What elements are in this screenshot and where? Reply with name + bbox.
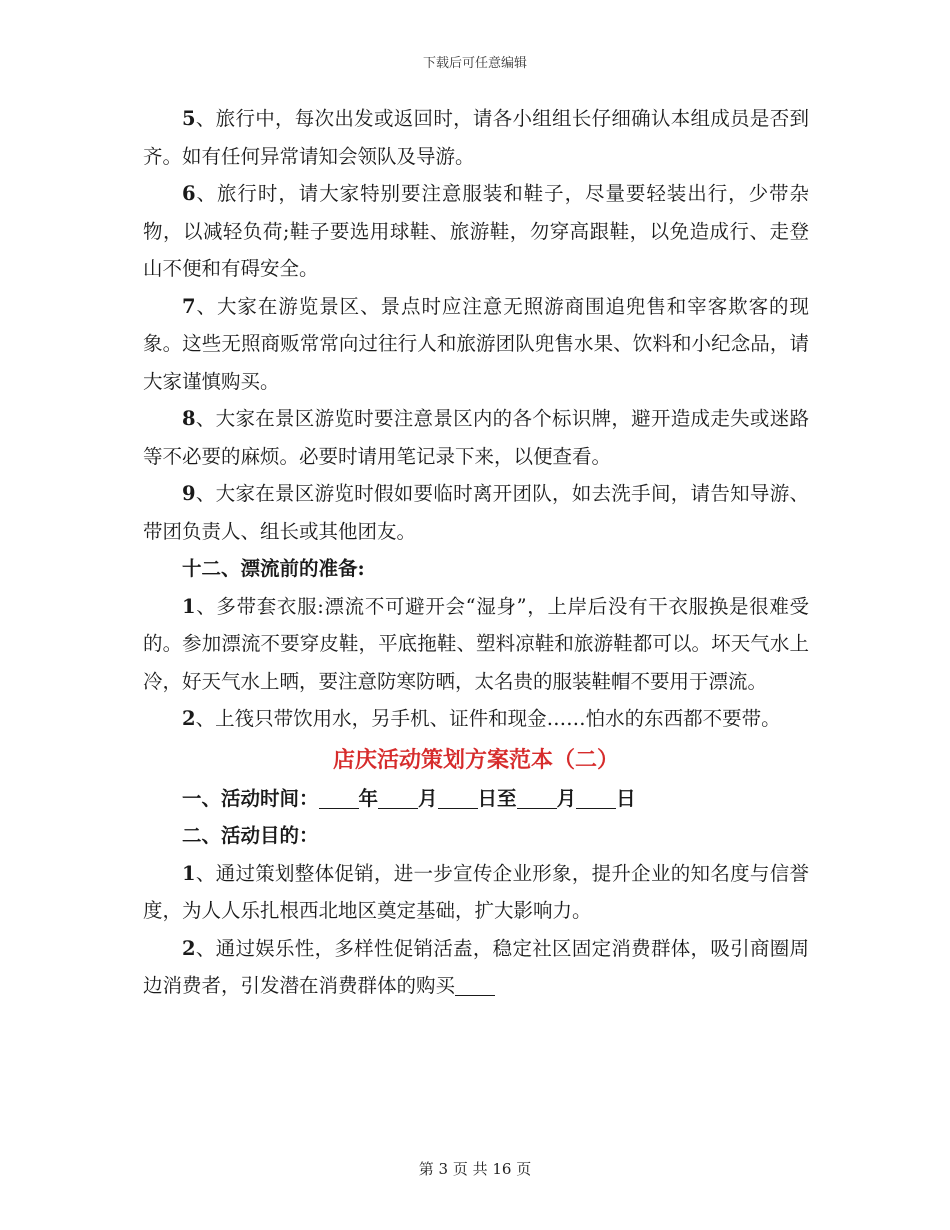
activity-time-label: 一、活动时间：: [182, 786, 319, 810]
list-item: [143, 855, 809, 930]
list-item: [143, 100, 809, 175]
item-text: 、通过策划整体促销，进一步宣传企业形象，提升企业的知名度与信誉度，为人人乐扎根西北地区奠定基础，扩大影响力。: [143, 861, 809, 922]
item-text: 、大家在景区游览时要注意景区内的各个标识牌，避开造成走失或迷路等不必要的麻烦。必要时请用笔记录下来，以便查看。: [143, 407, 809, 468]
day-end-label: 日: [616, 786, 636, 810]
list-item: [143, 700, 809, 738]
blank-month-end: [517, 786, 557, 809]
document-title: 店庆活动策划方案范本（二）: [332, 746, 619, 773]
list-item: [143, 288, 809, 401]
item-number: 8: [182, 407, 196, 430]
list-item: [143, 475, 809, 550]
page-header: 下载后可任意编辑: [422, 56, 527, 71]
item-text: 、大家在游览景区、景点时应注意无照游商围追兜售和宰客欺客的现象。这些无照商贩常常向过往行人和旅游团队兜售水果、饮料和小纪念品，请大家谨慎购买。: [143, 294, 809, 393]
document-body: [143, 100, 809, 1005]
list-item: [143, 175, 809, 288]
blank-year: [319, 786, 359, 809]
item-number: 5: [182, 107, 196, 130]
item-text: 、旅行时，请大家特别要注意服装和鞋子，尽量要轻装出行，少带杂物，以减轻负荷;鞋子要选用球鞋、旅游鞋，勿穿高跟鞋，以免造成行、走登山不便和有碍安全。: [143, 182, 809, 280]
item-text: 、旅行中，每次出发或返回时，请各小组组长仔细确认本组成员是否到齐。如有任何异常请知会领队及导游。: [143, 107, 809, 168]
item-number: 6: [182, 182, 196, 205]
item-number: 2: [182, 707, 196, 730]
item-number: 1: [182, 861, 196, 885]
month-label: 月: [418, 786, 438, 810]
item-number: 1: [182, 594, 196, 618]
year-label: 年: [358, 786, 379, 810]
section-heading: 二、活动目的：: [182, 824, 319, 847]
blank-day-end: [576, 786, 616, 809]
section-heading: 十二、漂流前的准备:: [182, 557, 365, 580]
activity-time-line: [143, 780, 809, 818]
item-text: 、多带套衣服:漂流不可避开会“湿身”，上岸后没有干衣服换是很难受的。参加漂流不要穿皮鞋，平底拖鞋、塑料凉鞋和旅游鞋都可以。坏天气水上冷，好天气水上晒，要注意防寒防晒，太名贵的服装鞋帽不要用于漂流。: [143, 594, 809, 693]
item-text: 、大家在景区游览时假如要临时离开团队，如去洗手间，请告知导游、带团负责人、组长或其他团友。: [143, 482, 809, 543]
list-item: [143, 588, 809, 701]
blank-day: [438, 786, 478, 809]
blank-trailing: [455, 973, 495, 996]
day-to-label: 日至: [477, 786, 517, 810]
page-footer: 第 3 页 共 16 页: [418, 1160, 532, 1178]
list-item: [143, 400, 809, 475]
item-text: 、通过娱乐性，多样性促销活盍，稳定社区固定消费群体，吸引商圈周边消费者，引发潜在消费群体的购买: [143, 936, 809, 997]
item-number: 7: [182, 294, 196, 318]
item-text: 、上筏只带饮用水，另手机、证件和现金……怕水的东西都不要带。: [195, 707, 781, 730]
month-end-label: 月: [556, 786, 577, 810]
list-item: [143, 930, 809, 1005]
blank-month: [378, 786, 418, 809]
item-number: 9: [182, 482, 196, 505]
item-number: 2: [182, 936, 196, 960]
